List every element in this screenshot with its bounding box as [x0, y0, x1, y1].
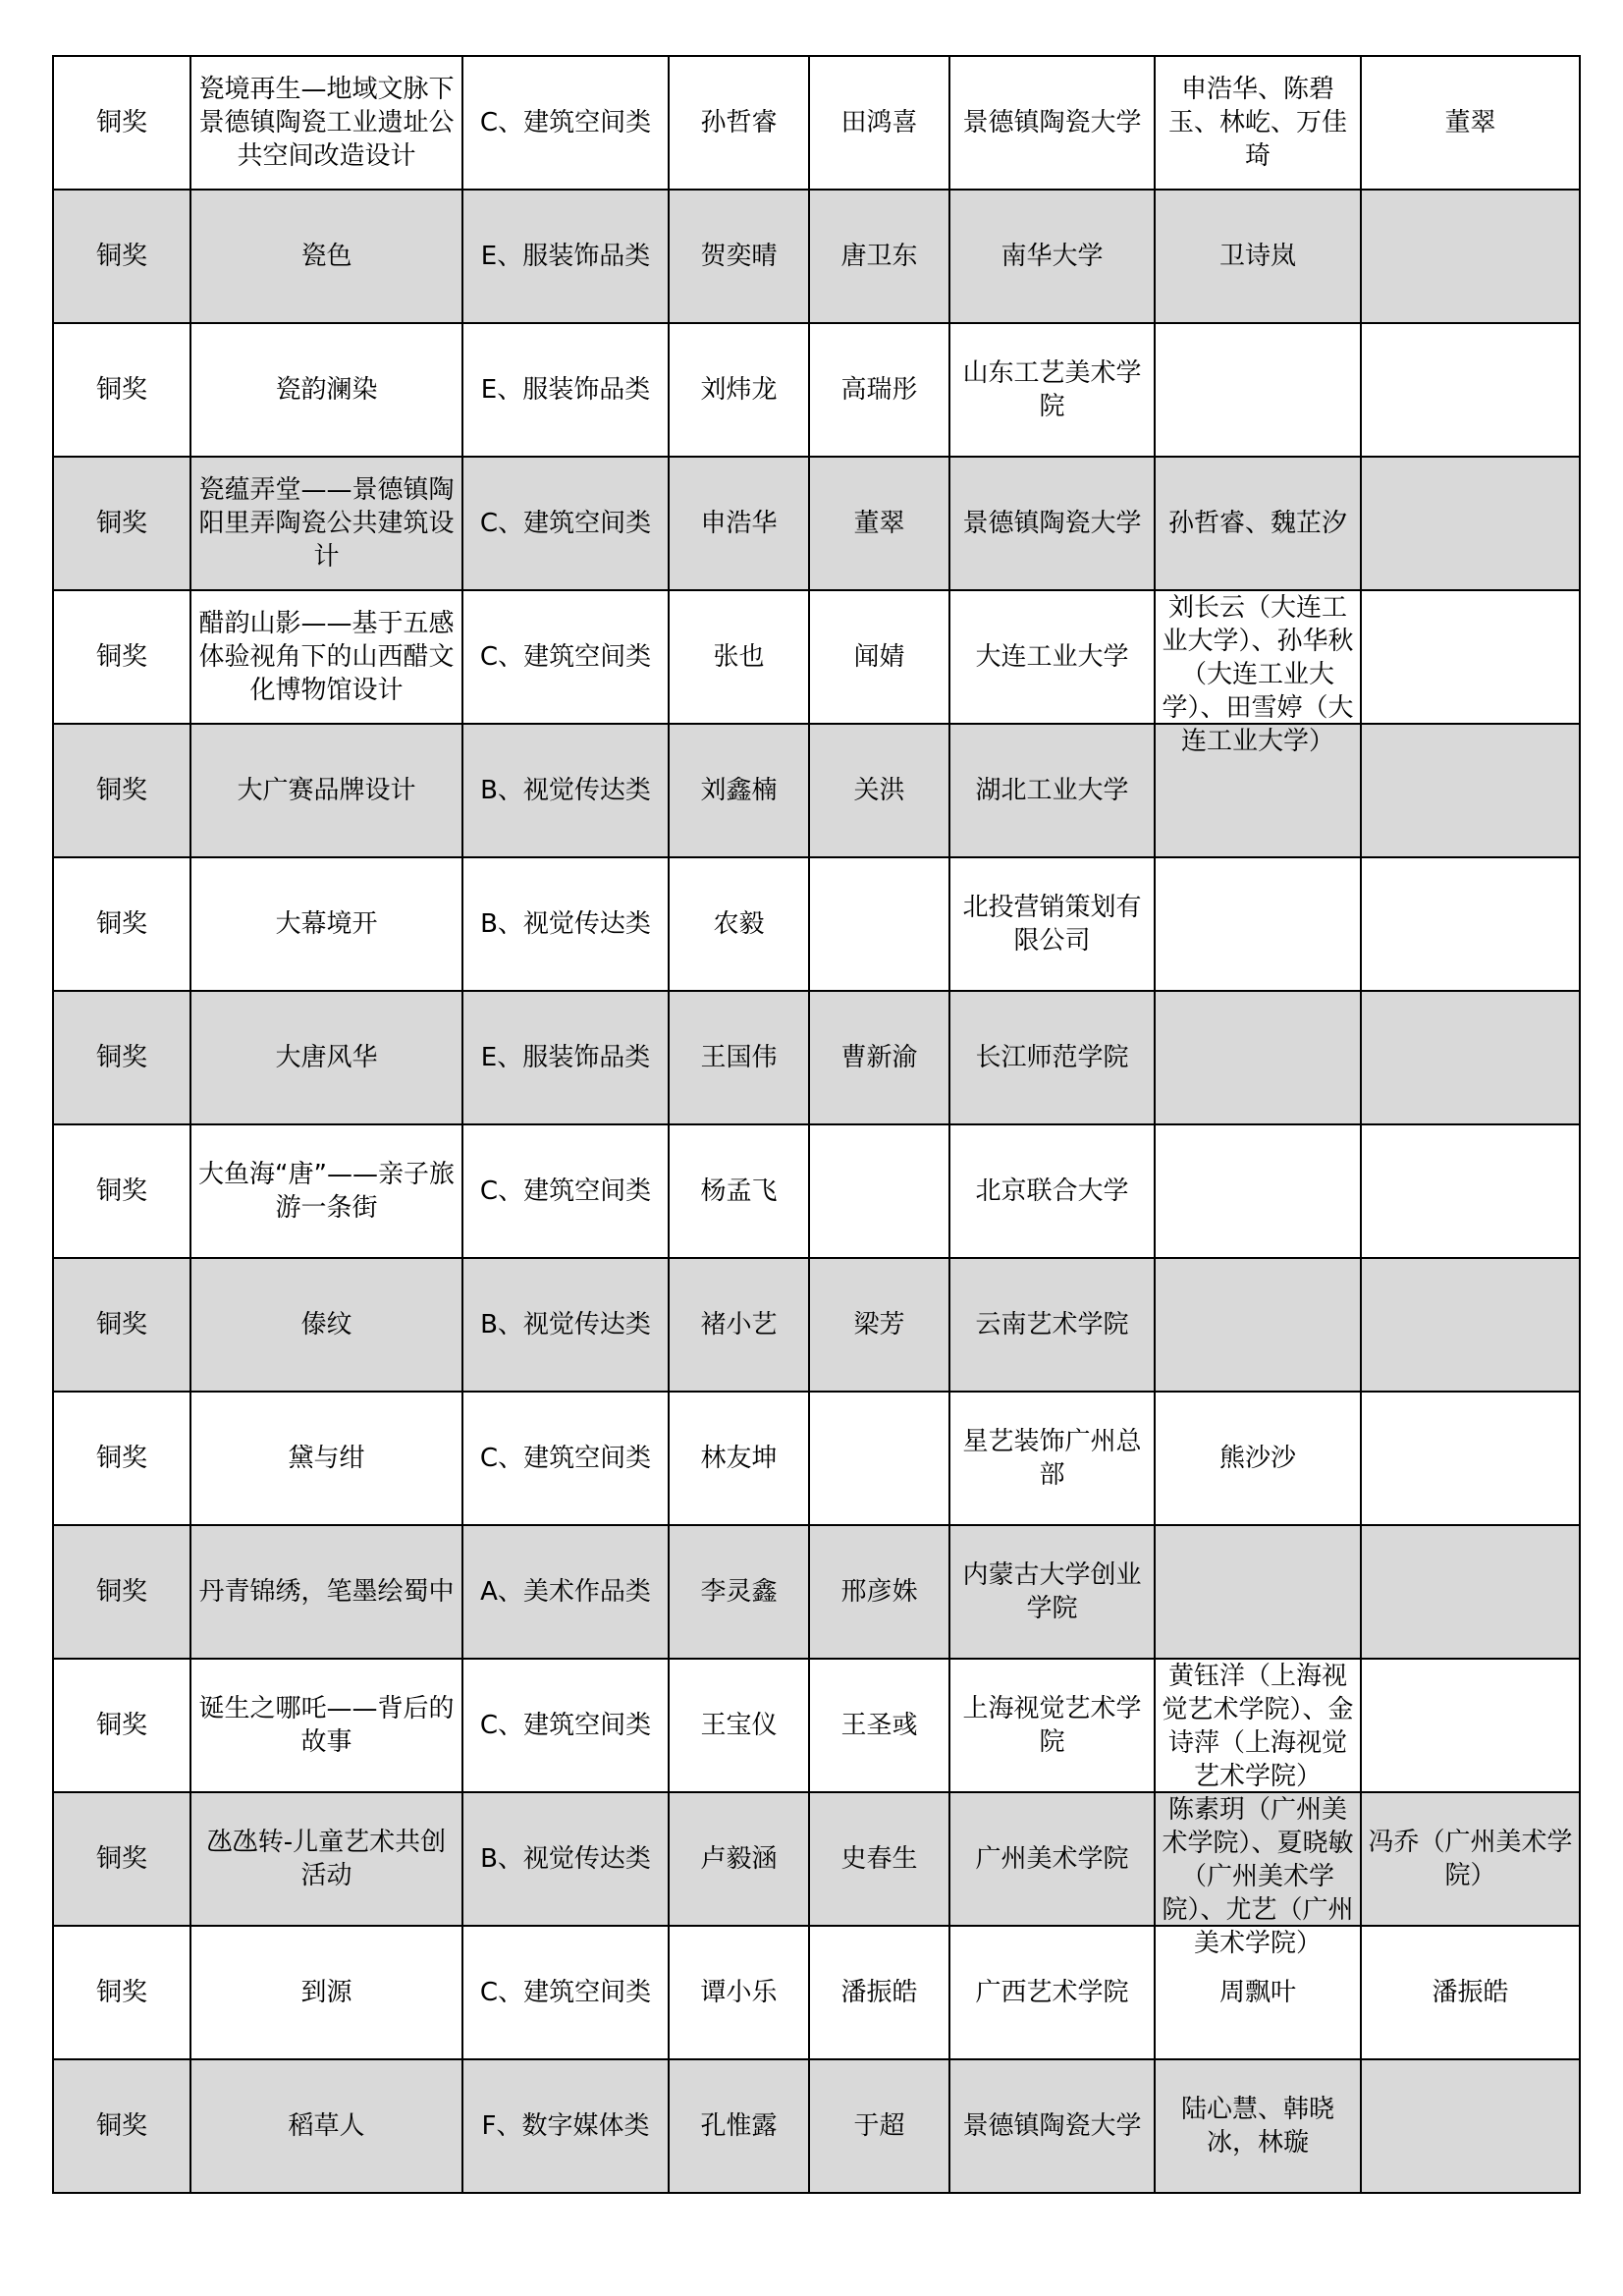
advisor-cell — [809, 190, 949, 323]
extra-cell — [1361, 1124, 1580, 1258]
extra-cell — [1361, 724, 1580, 857]
table-row — [53, 991, 1580, 1124]
category-cell — [462, 1926, 669, 2059]
extra-cell — [1361, 1392, 1580, 1525]
advisor-cell — [809, 991, 949, 1124]
award-cell-text: 铜奖 — [95, 1310, 147, 1339]
advisor-cell — [809, 1258, 949, 1392]
advisor-cell — [809, 56, 949, 190]
institution-cell — [949, 991, 1155, 1124]
author-cell-text: 谭小乐 — [700, 1978, 778, 2007]
author-cell-text: 农毅 — [713, 909, 765, 939]
category-cell-text: C、建筑空间类 — [479, 108, 652, 137]
institution-cell — [949, 1926, 1155, 2059]
category-cell-text: F、数字媒体类 — [481, 2111, 650, 2141]
award-cell-text: 铜奖 — [95, 1176, 147, 1206]
category-cell-text: C、建筑空间类 — [479, 509, 652, 538]
category-cell-text: C、建筑空间类 — [479, 1711, 652, 1740]
category-cell-text: C、建筑空间类 — [479, 1978, 652, 2007]
advisor-cell-text: 梁芳 — [853, 1310, 905, 1339]
institution-cell — [949, 323, 1155, 457]
category-cell — [462, 857, 669, 991]
award-cell-text: 铜奖 — [95, 776, 147, 805]
award-cell — [53, 190, 190, 323]
category-cell — [462, 1258, 669, 1392]
institution-cell-text: 湖北工业大学 — [975, 776, 1129, 805]
extra-cell — [1361, 1258, 1580, 1392]
title-cell — [190, 991, 462, 1124]
team-cell-text: 刘长云（大连工业大学）、孙华秋（大连工业大学）、田雪婷（大连工业大学） — [1162, 593, 1354, 756]
institution-cell-text: 北投营销策划有限公司 — [962, 893, 1142, 956]
title-cell — [190, 56, 462, 190]
team-cell-text: 孙哲睿、魏芷汐 — [1167, 509, 1347, 538]
table-row — [53, 190, 1580, 323]
award-cell-text: 铜奖 — [95, 1978, 147, 2007]
author-cell — [669, 457, 809, 590]
award-cell — [53, 1926, 190, 2059]
category-cell — [462, 991, 669, 1124]
advisor-cell-text: 关洪 — [853, 776, 905, 805]
advisor-cell-text: 史春生 — [840, 1844, 918, 1874]
title-cell — [190, 1926, 462, 2059]
award-cell — [53, 2059, 190, 2193]
table-row — [53, 1124, 1580, 1258]
team-cell — [1155, 1124, 1361, 1258]
extra-cell — [1361, 1792, 1580, 1926]
institution-cell-text: 星艺装饰广州总部 — [962, 1427, 1142, 1490]
extra-cell — [1361, 1659, 1580, 1792]
institution-cell-text: 山东工艺美术学院 — [962, 358, 1142, 421]
award-cell-text: 铜奖 — [95, 1844, 147, 1874]
award-cell-text: 铜奖 — [95, 509, 147, 538]
advisor-cell — [809, 1659, 949, 1792]
title-cell — [190, 857, 462, 991]
category-cell — [462, 724, 669, 857]
award-cell — [53, 56, 190, 190]
team-cell-text: 陈素玥（广州美术学院）、夏晓敏（广州美术学院）、尤艺（广州美术学院） — [1162, 1795, 1354, 1958]
team-cell — [1155, 190, 1361, 323]
advisor-cell — [809, 1525, 949, 1659]
advisor-cell-text: 闻婧 — [853, 642, 905, 672]
table-row — [53, 2059, 1580, 2193]
institution-cell-text: 北京联合大学 — [975, 1176, 1129, 1206]
title-cell — [190, 1659, 462, 1792]
award-cell — [53, 724, 190, 857]
author-cell-text: 贺奕晴 — [700, 242, 778, 271]
institution-cell — [949, 1792, 1155, 1926]
table-row — [53, 1926, 1580, 2059]
category-cell-text: B、视觉传达类 — [480, 776, 651, 805]
title-cell-text: 丹青锦绣，笔墨绘蜀中 — [198, 1577, 455, 1607]
extra-cell — [1361, 457, 1580, 590]
title-cell — [190, 1792, 462, 1926]
category-cell-text: C、建筑空间类 — [479, 1444, 652, 1473]
advisor-cell-text: 邢彦姝 — [840, 1577, 918, 1607]
team-cell — [1155, 457, 1361, 590]
institution-cell — [949, 1525, 1155, 1659]
team-cell-text: 黄钰洋（上海视觉艺术学院）、金诗萍（上海视觉艺术学院） — [1162, 1662, 1354, 1791]
category-cell-text: C、建筑空间类 — [479, 1176, 652, 1206]
extra-cell-text: 冯乔（广州美术学院） — [1368, 1828, 1573, 1890]
advisor-cell-text: 高瑞彤 — [840, 375, 918, 405]
extra-cell — [1361, 991, 1580, 1124]
category-cell — [462, 323, 669, 457]
table-row — [53, 590, 1580, 724]
award-cell — [53, 1124, 190, 1258]
category-cell — [462, 1525, 669, 1659]
category-cell — [462, 1659, 669, 1792]
extra-cell — [1361, 590, 1580, 724]
category-cell — [462, 457, 669, 590]
team-cell — [1155, 590, 1361, 756]
title-cell — [190, 1392, 462, 1525]
title-cell — [190, 1124, 462, 1258]
table-row — [53, 1659, 1580, 1792]
institution-cell — [949, 724, 1155, 857]
institution-cell-text: 大连工业大学 — [975, 642, 1129, 672]
awards-table — [52, 55, 1581, 2194]
author-cell — [669, 1659, 809, 1792]
category-cell — [462, 56, 669, 190]
advisor-cell — [809, 724, 949, 857]
author-cell-text: 杨孟飞 — [700, 1176, 778, 1206]
institution-cell — [949, 457, 1155, 590]
author-cell-text: 刘鑫楠 — [700, 776, 778, 805]
author-cell — [669, 1392, 809, 1525]
category-cell — [462, 190, 669, 323]
title-cell-text: 到源 — [300, 1978, 352, 2007]
category-cell-text: C、建筑空间类 — [479, 642, 652, 672]
advisor-cell-text: 潘振皓 — [840, 1978, 918, 2007]
extra-cell-text: 潘振皓 — [1432, 1978, 1509, 2007]
award-cell — [53, 857, 190, 991]
team-cell-text: 申浩华、陈碧玉、林屹、万佳琦 — [1167, 75, 1347, 171]
title-cell — [190, 590, 462, 724]
category-cell — [462, 1124, 669, 1258]
author-cell-text: 褚小艺 — [700, 1310, 778, 1339]
title-cell-text: 稻草人 — [288, 2111, 365, 2141]
team-cell — [1155, 2059, 1361, 2193]
advisor-cell — [809, 1926, 949, 2059]
author-cell — [669, 1926, 809, 2059]
institution-cell — [949, 590, 1155, 724]
institution-cell-text: 南华大学 — [1001, 242, 1104, 271]
team-cell — [1155, 1659, 1361, 1792]
team-cell-text: 熊沙沙 — [1218, 1444, 1296, 1473]
team-cell — [1155, 857, 1361, 991]
advisor-cell — [809, 857, 949, 991]
title-cell — [190, 323, 462, 457]
extra-cell — [1361, 857, 1580, 991]
table-row — [53, 1792, 1580, 1926]
author-cell-text: 卢毅涵 — [700, 1844, 778, 1874]
institution-cell-text: 景德镇陶瓷大学 — [962, 2111, 1142, 2141]
author-cell-text: 王宝仪 — [700, 1711, 778, 1740]
institution-cell-text: 上海视觉艺术学院 — [962, 1694, 1142, 1757]
advisor-cell — [809, 590, 949, 724]
category-cell — [462, 1792, 669, 1926]
award-cell — [53, 1258, 190, 1392]
advisor-cell — [809, 2059, 949, 2193]
author-cell — [669, 991, 809, 1124]
title-cell — [190, 724, 462, 857]
institution-cell-text: 长江师范学院 — [975, 1043, 1129, 1072]
title-cell — [190, 457, 462, 590]
award-cell-text: 铜奖 — [95, 2111, 147, 2141]
institution-cell — [949, 857, 1155, 991]
institution-cell — [949, 1659, 1155, 1792]
title-cell-text: 瓷蕴弄堂——景德镇陶阳里弄陶瓷公共建筑设计 — [198, 475, 455, 572]
award-cell-text: 铜奖 — [95, 1711, 147, 1740]
team-cell — [1155, 991, 1361, 1124]
advisor-cell-text: 于超 — [853, 2111, 905, 2141]
award-cell — [53, 1525, 190, 1659]
author-cell — [669, 323, 809, 457]
award-cell-text: 铜奖 — [95, 108, 147, 137]
title-cell-text: 大唐风华 — [275, 1043, 378, 1072]
award-cell-text: 铜奖 — [95, 642, 147, 672]
category-cell — [462, 2059, 669, 2193]
advisor-cell — [809, 323, 949, 457]
team-cell — [1155, 1525, 1361, 1659]
award-cell-text: 铜奖 — [95, 909, 147, 939]
author-cell — [669, 1124, 809, 1258]
award-cell — [53, 1392, 190, 1525]
category-cell-text: E、服装饰品类 — [480, 375, 651, 405]
title-cell-text: 大鱼海“唐”——亲子旅游一条街 — [198, 1160, 455, 1223]
advisor-cell-text: 唐卫东 — [840, 242, 918, 271]
table-row — [53, 1525, 1580, 1659]
extra-cell — [1361, 1525, 1580, 1659]
author-cell — [669, 1258, 809, 1392]
extra-cell — [1361, 56, 1580, 190]
award-cell — [53, 1659, 190, 1792]
advisor-cell-text: 曹新渝 — [840, 1043, 918, 1072]
author-cell-text: 申浩华 — [700, 509, 778, 538]
extra-cell — [1361, 190, 1580, 323]
advisor-cell — [809, 457, 949, 590]
award-cell-text: 铜奖 — [95, 242, 147, 271]
title-cell-text: 诞生之哪吒——背后的故事 — [198, 1694, 455, 1757]
author-cell-text: 王国伟 — [700, 1043, 778, 1072]
author-cell — [669, 190, 809, 323]
institution-cell-text: 景德镇陶瓷大学 — [962, 108, 1142, 137]
team-cell — [1155, 1392, 1361, 1525]
advisor-cell-text: 董翠 — [853, 509, 905, 538]
table-row — [53, 857, 1580, 991]
extra-cell — [1361, 323, 1580, 457]
institution-cell-text: 广西艺术学院 — [975, 1978, 1129, 2007]
award-cell-text: 铜奖 — [95, 1444, 147, 1473]
advisor-cell — [809, 1124, 949, 1258]
table-row — [53, 56, 1580, 190]
author-cell-text: 林友坤 — [700, 1444, 778, 1473]
author-cell — [669, 590, 809, 724]
extra-cell-text: 董翠 — [1444, 108, 1496, 137]
title-cell-text: 大广赛品牌设计 — [237, 776, 416, 805]
category-cell-text: A、美术作品类 — [480, 1577, 651, 1607]
title-cell-text: 瓷色 — [300, 242, 352, 271]
author-cell-text: 李灵鑫 — [700, 1577, 778, 1607]
institution-cell-text: 景德镇陶瓷大学 — [962, 509, 1142, 538]
title-cell-text: 瓷韵澜染 — [275, 375, 378, 405]
category-cell-text: B、视觉传达类 — [480, 1844, 651, 1874]
institution-cell — [949, 56, 1155, 190]
category-cell — [462, 1392, 669, 1525]
title-cell-text: 大幕境开 — [275, 909, 378, 939]
author-cell-text: 孙哲睿 — [700, 108, 778, 137]
award-cell-text: 铜奖 — [95, 1043, 147, 1072]
institution-cell — [949, 2059, 1155, 2193]
institution-cell-text: 云南艺术学院 — [975, 1310, 1129, 1339]
table-row — [53, 457, 1580, 590]
author-cell-text: 刘炜龙 — [700, 375, 778, 405]
institution-cell — [949, 190, 1155, 323]
team-cell-text: 陆心慧、韩晓冰，林璇 — [1180, 2095, 1334, 2158]
advisor-cell-text: 田鸿喜 — [840, 108, 918, 137]
title-cell-text: 黛与绀 — [288, 1444, 365, 1473]
title-cell-text: 醋韵山影——基于五感体验视角下的山西醋文化博物馆设计 — [198, 609, 455, 705]
institution-cell — [949, 1258, 1155, 1392]
award-cell-text: 铜奖 — [95, 1577, 147, 1607]
title-cell — [190, 1258, 462, 1392]
category-cell-text: E、服装饰品类 — [480, 1043, 651, 1072]
institution-cell — [949, 1392, 1155, 1525]
category-cell-text: B、视觉传达类 — [480, 909, 651, 939]
team-cell-text: 周飘叶 — [1218, 1978, 1296, 2007]
category-cell — [462, 590, 669, 724]
team-cell-text: 卫诗岚 — [1218, 242, 1296, 271]
extra-cell — [1361, 1926, 1580, 2059]
award-cell — [53, 323, 190, 457]
institution-cell — [949, 1124, 1155, 1258]
award-cell — [53, 1792, 190, 1926]
table-row — [53, 1392, 1580, 1525]
award-cell-text: 铜奖 — [95, 375, 147, 405]
author-cell — [669, 2059, 809, 2193]
author-cell — [669, 56, 809, 190]
table-row — [53, 1258, 1580, 1392]
author-cell — [669, 857, 809, 991]
table-row — [53, 323, 1580, 457]
advisor-cell-text: 王圣彧 — [840, 1711, 918, 1740]
institution-cell-text: 广州美术学院 — [975, 1844, 1129, 1874]
author-cell-text: 张也 — [713, 642, 765, 672]
awards-table-body — [53, 56, 1580, 2193]
title-cell-text: 氹氹转-儿童艺术共创活动 — [206, 1828, 447, 1890]
team-cell — [1155, 323, 1361, 457]
extra-cell — [1361, 2059, 1580, 2193]
award-cell — [53, 991, 190, 1124]
title-cell-text: 瓷境再生—地域文脉下景德镇陶瓷工业遗址公共空间改造设计 — [198, 75, 455, 171]
title-cell-text: 傣纹 — [300, 1310, 352, 1339]
advisor-cell — [809, 1792, 949, 1926]
author-cell — [669, 724, 809, 857]
category-cell-text: B、视觉传达类 — [480, 1310, 651, 1339]
team-cell — [1155, 1258, 1361, 1392]
author-cell — [669, 1792, 809, 1926]
advisor-cell — [809, 1392, 949, 1525]
author-cell — [669, 1525, 809, 1659]
author-cell-text: 孔惟露 — [700, 2111, 778, 2141]
institution-cell-text: 内蒙古大学创业学院 — [962, 1560, 1142, 1623]
team-cell — [1155, 1792, 1361, 1958]
category-cell-text: E、服装饰品类 — [480, 242, 651, 271]
award-cell — [53, 457, 190, 590]
title-cell — [190, 2059, 462, 2193]
team-cell — [1155, 56, 1361, 190]
award-cell — [53, 590, 190, 724]
title-cell — [190, 190, 462, 323]
title-cell — [190, 1525, 462, 1659]
table-row — [53, 724, 1580, 857]
